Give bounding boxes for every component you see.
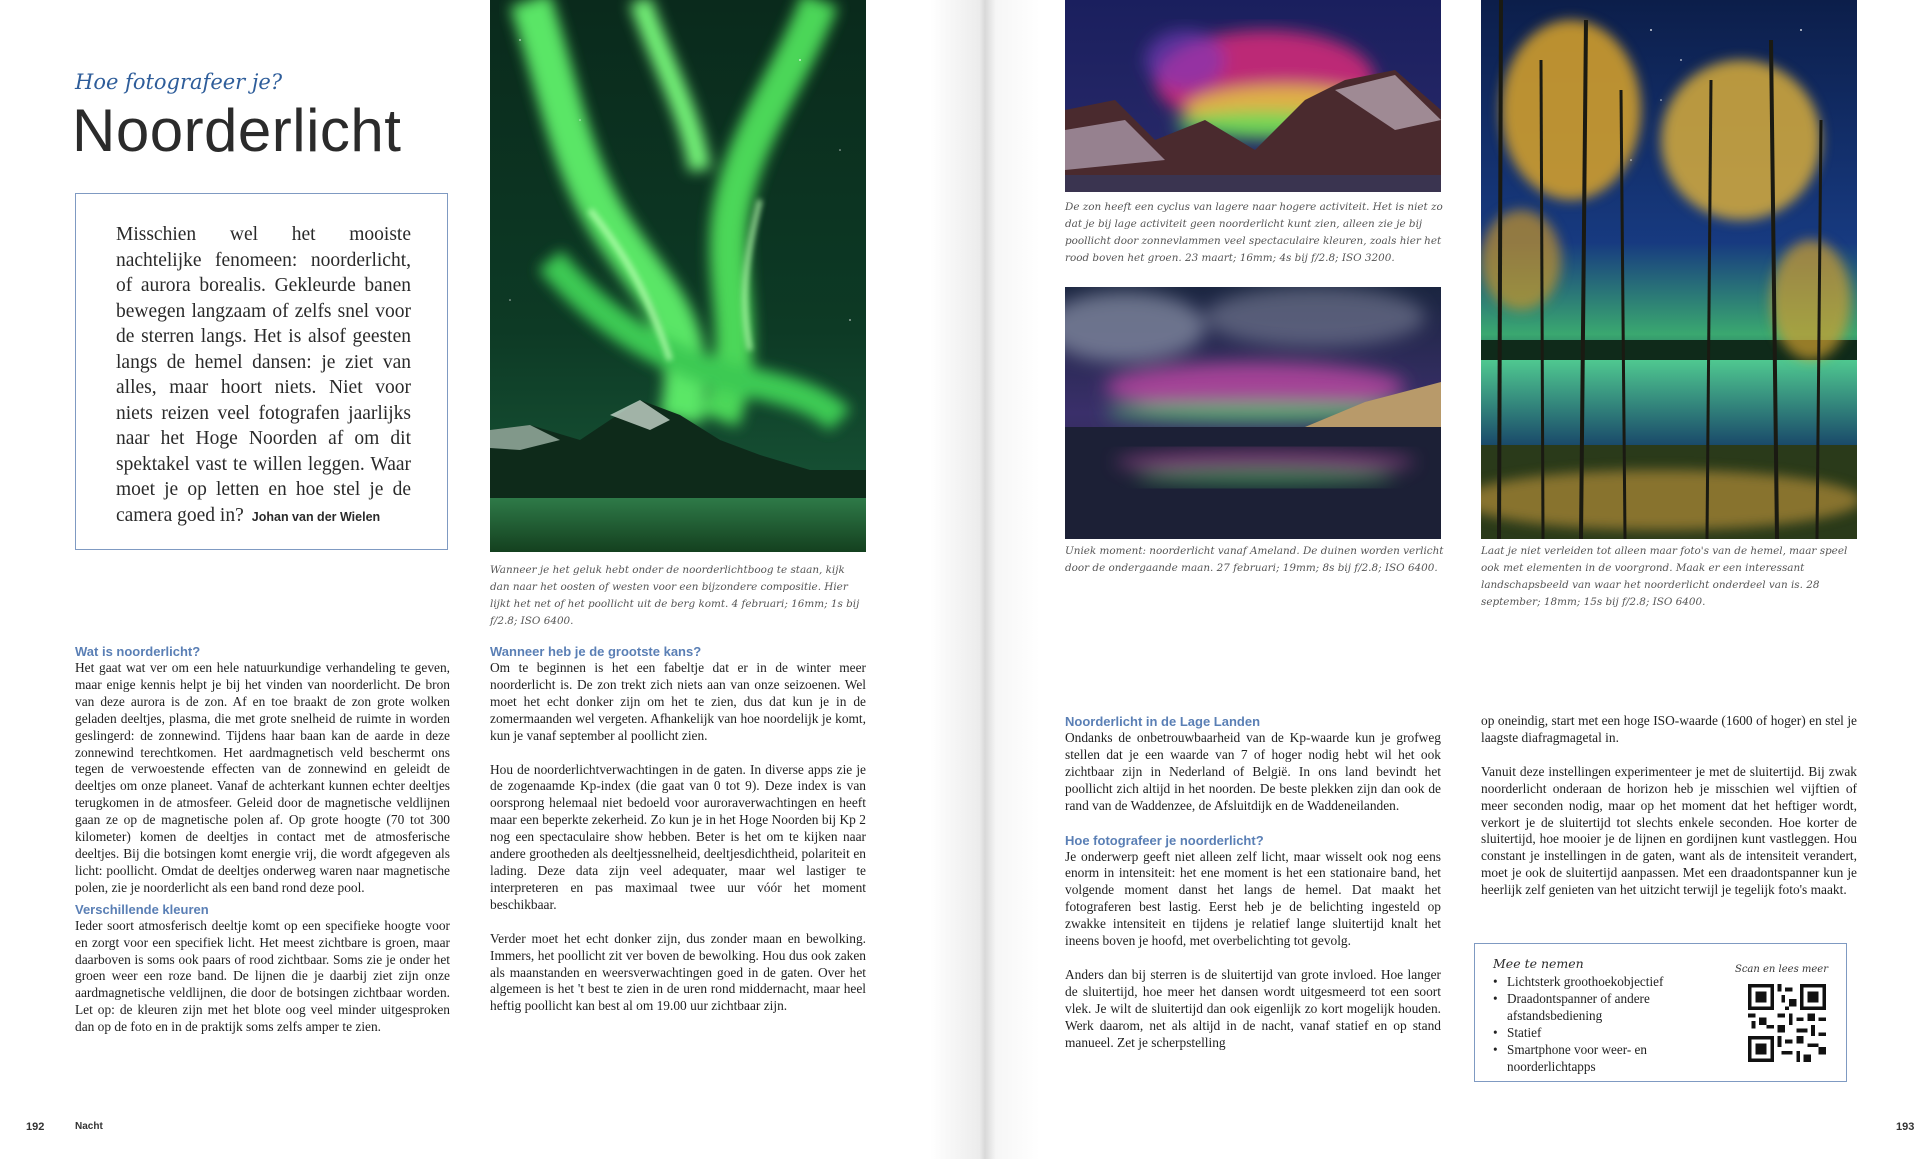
checklist-item: • Lichtsterk groothoekobjectief <box>1493 973 1728 990</box>
page-title: Noorderlicht <box>72 97 402 164</box>
paragraph: Hou de noorderlichtverwachtingen in de gaten. In diverse apps zie je de zogenaamde Kp-index (die gaat van 0 tot 9). Deze index is van oorsprong helemaal niet bedoeld voor auroraverwachtingen en heeft maar een beperkte zekerheid. Zo kun je in het Hoge Noorden bij Kp 2 nog een spectaculaire show hebben. Beter is het om te kijken naar andere grootheden als deeltjessnelheid, deeltjesdichtheid, polariteit en lading. Deze data zijn veel adequater, maar wel lastiger te interpreteren en pas maximaal twee uur vóór het moment beschikbaar. <box>490 761 866 912</box>
qr-code-icon[interactable] <box>1748 984 1826 1062</box>
aurora-photo-beach <box>1065 287 1441 539</box>
checklist-title: Mee te nemen <box>1493 956 1584 971</box>
body-column-4 <box>1481 713 1857 916</box>
checklist-item: • Draadontspanner of andere afstandsbediening <box>1493 990 1728 1024</box>
intro-text <box>116 222 411 530</box>
main-photo-caption: Wanneer je het geluk hebt onder de noorderlichtboog te staan, kijk dan naar het oosten of westen voor een bijzondere compositie. Hier lijkt het net of het poollicht uit de berg komt. 4 februari; 16mm; 1s bij f/2.8; ISO 6400. <box>490 564 860 627</box>
aurora-photo-main <box>490 0 866 552</box>
page-number-right: 193 <box>1896 1121 1915 1133</box>
intro-paragraph: Misschien wel het mooiste nachtelijke fenomeen: noorderlicht, of aurora borealis. Gekleurde banen bewegen langzaam of zelfs snel voor de sterren langs. Het is alsof geesten langs de hemel dansen: je ziet van alles, maar hoort niets. Niet voor niets reizen veel fotografen jaarlijks naar het Hoge Noorden af om dit spektakel vast te willen leggen. Waar moet je op letten en hoe stel je de camera goed in? <box>116 224 411 526</box>
heading-hoe-fotografeer: Hoe fotografeer je noorderlicht? <box>1065 832 1264 848</box>
heading-grootste-kans: Wanneer heb je de grootste kans? <box>490 644 702 659</box>
checklist-item: • Smartphone voor weer- en noorderlichtapps <box>1493 1041 1728 1075</box>
heading-wat-is-noorderlicht: Wat is noorderlicht? <box>75 644 201 659</box>
paragraph: Verder moet het echt donker zijn, dus zonder maan en bewolking. Immers, het poollicht zit ver boven de bewolking. Hou dus ook zaken als maanstanden en weersverwachtingen goed in de gaten. Over het algemeen is het 't best te zien in de uren rond middernacht, maar heel heftig poollicht kan best al om 19.00 uur zichtbaar zijn. <box>490 930 866 1014</box>
paragraph: Om te beginnen is het een fabeltje dat er in de winter meer noorderlicht is. De zon trekt zich niets aan van onze seizoenen. Wel moet het echt donker zijn om het te zien, dus dat kun je in de zomermaanden wel vergeten. Afhankelijk van hoe noordelijk je komt, kun je vanaf september al poollicht zien. <box>490 660 866 743</box>
aurora-photo-trees <box>1481 0 1857 539</box>
paragraph: op oneindig, start met een hoge ISO-waarde (1600 of hoger) en stel je laagste diafragmagetal in. <box>1481 713 1857 745</box>
page-number-left: 192 <box>26 1121 45 1133</box>
paragraph: Je onderwerp geeft niet alleen zelf licht, maar wisselt ook nog eens enorm in intensiteit: het ene moment is het een stationaire band, het volgende moment danst het langs de hemel. Dat maakt het fotograferen best lastig. Eerst heb je de belichting ingesteld op zwakke intensiteit en tijdens je relatief lange sluitertijd knalt het ineens boven je hoofd, met overbelichting tot gevolg. <box>1065 848 1441 949</box>
paragraph: Ieder soort atmosferisch deeltje komt op een specifieke hoogte voor en zorgt voor een specifiek licht. Het meest zichtbare is groen, maar daarboven is soms ook paars of rood zichtbaar. Soms zie je onder het groen weer een roze band. De lijnen die je daarbij ziet zijn onze aardmagnetische veldlijnen, die door de botsingen zichtbaar worden. Let op: de kleuren zijn met het blote oog veel minder uitgesproken dan op de foto en in de praktijk soms zelfs amper te zien. <box>75 917 450 1035</box>
paragraph: Ondanks de onbetrouwbaarheid van de Kp-waarde kun je grofweg stellen dat je een waarde van 7 of hoger nodig hebt wil het ook zichtbaar zijn in Nederland of België. In ons land bevindt het poollicht zich altijd in het noorden. De beste plekken zijn dan ook de rand van de Waddenzee, de Afsluitdijk en de Waddeneilanden. <box>1065 730 1441 813</box>
caption-tall: Laat je niet verleiden tot alleen maar foto's van de hemel, maar speel ook met elementen in de voorgrond. Maak er een interessant landschapsbeeld van waar het noorderlicht onderdeel van is. 28 september; 18mm; 15s bij f/2.8; ISO 6400. <box>1481 545 1848 608</box>
caption-top: De zon heeft een cyclus van lagere naar hogere activiteit. Het is niet zo dat je bij lage activiteit geen noorderlicht kunt zien, alleen zie je bij poollicht door zonnevlammen veel spectaculaire kleuren, zoals hier het rood boven het groen. 23 maart; 16mm; 4s bij f/2.8; ISO 3200. <box>1065 201 1443 264</box>
heading-lage-landen: Noorderlicht in de Lage Landen <box>1065 714 1261 729</box>
body-column-1 <box>75 643 450 1053</box>
caption-mid: Uniek moment: noorderlicht vanaf Ameland. De duinen worden verlicht door de ondergaande maan. 27 februari; 19mm; 8s bij f/2.8; ISO 6400. <box>1065 545 1444 574</box>
aurora-photo-red <box>1065 0 1441 192</box>
paragraph: Anders dan bij sterren is de sluitertijd van grote invloed. Hoe langer de sluitertijd, hoe meer het dansen wordt uitgesmeerd tot een soort vlek. Je wilt de sluitertijd dan ook eigenlijk zo kort mogelijk houden. Werk daarom, net als altijd in de nacht, vanaf statief en op stand manueel. Zet je scherpstelling <box>1065 966 1441 1050</box>
paragraph: Vanuit deze instellingen experimenteer je met de sluitertijd. Bij zwak noorderlicht onderaan de horizon heb je misschien wel vijftien of meer seconden nodig, maar op het moment dat het heftiger wordt, verkort je de sluitertijd tot slechts enkele seconden. Hoe korter de sluitertijd, hoe mooier je de lijnen en gordijnen kunt vastleggen. Hou constant je instellingen in de gaten, want als de intensiteit verandert, moet je ook de sluitertijd aanpassen. Met een draadontspanner kun je heerlijk zelf genieten van het uitzicht terwijl je tegelijk foto's maakt. <box>1481 763 1857 898</box>
left-page <box>0 0 958 1159</box>
author-name: Johan van der Wielen <box>251 509 381 524</box>
intro-box <box>75 193 448 550</box>
paragraph: Het gaat wat ver om een hele natuurkundige verhandeling te geven, maar enige kennis helpt je bij het vinden van noorderlicht. De bron van deze aurora is de zon. Af en toe braakt de zon grote wolken geladen deeltjes, plasma, die met grote snelheid de ruimte in worden geslingerd: de zonnewind. Tijdens haar baan kan de aarde in deze zonnewind terechtkomen. Het aardmagnetisch veld beschermt ons tegen de verwoestende effecten van de zonnewind en geleidt de deeltjes om onze planeet. Vanaf de achterkant kunnen echter deeltjes terugkomen in de atmosfeer. Geleid door de magnetische veldlijnen gaan ze op de magnetische polen af. Op grote hoogte (70 tot 300 kilometer) komen de deeltjes in contact met de atmosferische deeltjes. Bij die botsingen komt energie vrij, die wordt afgegeven als licht: poollicht. Omdat de deeltjes onderweg waren naar magnetische polen, zie je noorderlicht als een band rond deze pool. <box>75 660 450 895</box>
checklist-box <box>1474 943 1847 1082</box>
section-label: Nacht <box>75 1121 103 1132</box>
kicker: Hoe fotografeer je? <box>75 70 283 94</box>
checklist-item: • Statief <box>1493 1024 1728 1041</box>
book-gutter-shadow <box>930 0 1040 1159</box>
body-column-3 <box>1065 713 1441 1069</box>
qr-label: Scan en lees meer <box>1734 964 1828 975</box>
heading-verschillende-kleuren: Verschillende kleuren <box>75 901 209 917</box>
body-column-2 <box>490 643 866 1032</box>
